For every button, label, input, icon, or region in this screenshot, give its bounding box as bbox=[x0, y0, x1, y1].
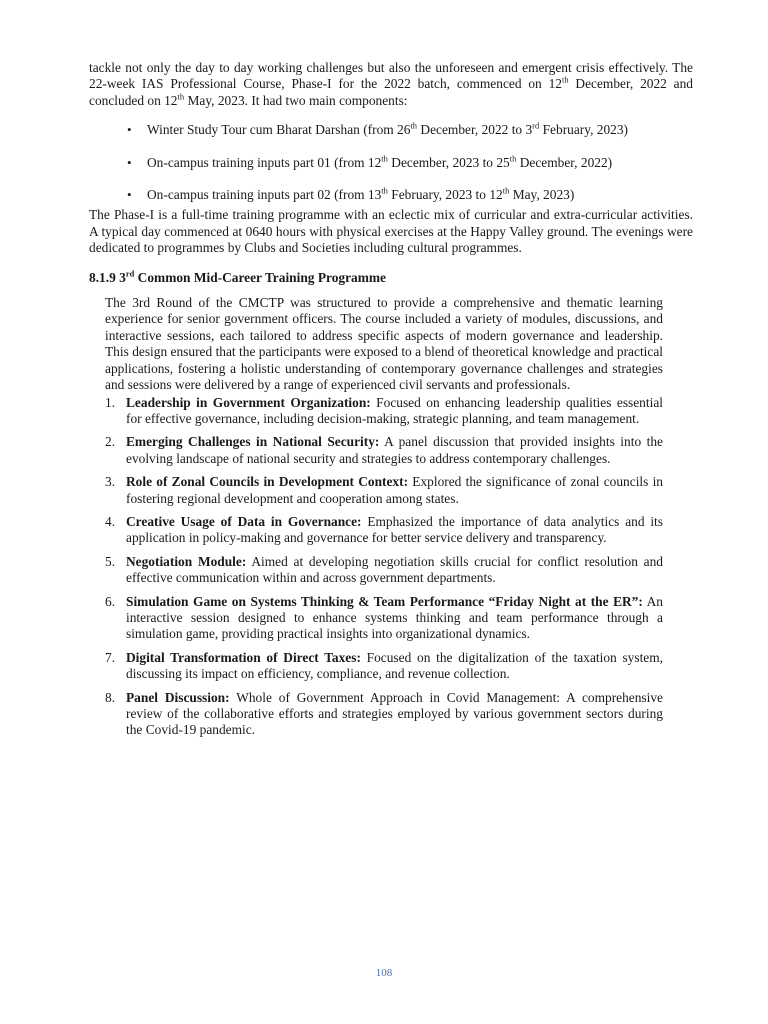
module-title: Leadership in Government Organization: bbox=[126, 394, 371, 410]
modules-list bbox=[105, 395, 693, 739]
bullet-item bbox=[147, 122, 693, 138]
module-number: 8. bbox=[105, 689, 116, 705]
module-description: An interactive session designed to enhance systems thinking and team performance through a simulation game, providing practical insights into organizational dynamics. bbox=[126, 593, 663, 642]
bullet-text: December, 2022 to 3 bbox=[417, 122, 533, 138]
intro-text-3: May, 2023. It had two main components: bbox=[184, 92, 408, 108]
page-number: 108 bbox=[375, 967, 393, 979]
ordinal-suffix: th bbox=[561, 74, 569, 85]
ordinal-suffix: th bbox=[177, 91, 185, 102]
intro-text-1: tackle not only the day to day working challenges but also the unforeseen and emergent crisis effectively. The 22-week IAS Professional Course, Phase-I for the 2022 batch, commenced on 12 bbox=[89, 60, 693, 92]
section-heading-number: 8.1.9 3 bbox=[89, 269, 126, 285]
module-title: Panel Discussion: bbox=[126, 689, 230, 705]
components-bullet-list bbox=[89, 122, 693, 203]
intro-text-2: December, 2022 and concluded on 12 bbox=[89, 76, 694, 108]
ordinal-suffix: th bbox=[502, 185, 510, 196]
module-description: A panel discussion that provided insights into the evolving landscape of national security and strategies to address contemporary challenges. bbox=[126, 434, 664, 466]
module-number: 5. bbox=[105, 553, 116, 569]
bullet-text: December, 2023 to 25 bbox=[387, 154, 510, 170]
module-item bbox=[105, 434, 693, 467]
bullet-item bbox=[147, 187, 693, 203]
bullet-text: On-campus training inputs part 02 (from 13 bbox=[147, 187, 382, 203]
document-page bbox=[89, 60, 693, 746]
ordinal-suffix: rd bbox=[125, 268, 135, 279]
module-item bbox=[105, 649, 693, 683]
ordinal-suffix: th bbox=[410, 120, 418, 131]
module-title: Negotiation Module: bbox=[126, 553, 247, 569]
module-title: Creative Usage of Data in Governance: bbox=[126, 513, 362, 529]
section-intro-paragraph: The 3rd Round of the CMCTP was structured to provide a comprehensive and thematic learning experience for senior government officers. The course included a variety of modules, discussions, and interactive sessions, each tailored to address specific aspects of modern governance and leadership. This design ensured that the participants were exposed to a blend of theoretical knowledge and practical applications, fostering a holistic understanding of contemporary governance challenges and strategies and sessions were delivered by a range of experienced civil servants and professionals. bbox=[105, 295, 663, 393]
section-body bbox=[89, 295, 693, 739]
module-description: Whole of Government Approach in Covid Management: A comprehensive review of the collaborative efforts and strategies employed by various government sectors during the Covid-19 pandemic. bbox=[126, 689, 663, 738]
section-heading-title: Common Mid-Career Training Programme bbox=[134, 269, 386, 285]
module-item bbox=[105, 689, 693, 739]
module-description: Emphasized the importance of data analytics and its application in policy-making and governance for better service delivery and transparency. bbox=[126, 513, 663, 546]
module-item bbox=[105, 394, 693, 428]
module-description: Focused on the digitalization of the taxation system, discussing its impact on efficiency, compliance, and revenue collection. bbox=[126, 649, 663, 682]
ordinal-suffix: th bbox=[509, 153, 517, 164]
module-number: 1. bbox=[105, 394, 116, 410]
bullet-text: May, 2023) bbox=[509, 187, 575, 203]
section-heading bbox=[89, 270, 693, 286]
module-number: 7. bbox=[105, 649, 116, 665]
ordinal-suffix: th bbox=[381, 153, 388, 164]
module-description: Focused on enhancing leadership qualities essential for effective governance, including decision-making, strategic planning, and team management. bbox=[126, 394, 663, 426]
module-title: Emerging Challenges in National Security: bbox=[126, 434, 380, 450]
module-number: 3. bbox=[105, 474, 116, 490]
module-item bbox=[105, 553, 693, 587]
module-item bbox=[105, 513, 693, 547]
bullet-item bbox=[147, 155, 693, 171]
module-title: Digital Transformation of Direct Taxes: bbox=[126, 649, 361, 665]
module-number: 4. bbox=[105, 513, 116, 529]
ordinal-suffix: th bbox=[381, 185, 388, 196]
bullet-text: February, 2023) bbox=[539, 122, 629, 138]
bullet-text: On-campus training inputs part 01 (from 12 bbox=[147, 154, 382, 170]
phase-paragraph: The Phase-I is a full-time training programme with an eclectic mix of curricular and extra-curricular activities. A typical day commenced at 0640 hours with physical exercises at the Happy Valley ground. The evenings were dedicated to programmes by Clubs and Societies including cultural programmes. bbox=[89, 207, 693, 256]
module-title: Simulation Game on Systems Thinking & Team Performance “Friday Night at the ER”: bbox=[126, 593, 643, 609]
bullet-text: December, 2022) bbox=[516, 154, 613, 170]
module-item bbox=[105, 593, 693, 643]
module-number: 6. bbox=[105, 593, 116, 609]
bullet-text: February, 2023 to 12 bbox=[387, 187, 503, 203]
module-description: Explored the significance of zonal councils in fostering regional development and cooperation among states. bbox=[126, 474, 663, 506]
bullet-text: Winter Study Tour cum Bharat Darshan (from 26 bbox=[147, 122, 411, 138]
module-title: Role of Zonal Councils in Development Context: bbox=[126, 474, 409, 490]
ordinal-suffix: rd bbox=[532, 120, 540, 131]
module-item bbox=[105, 474, 693, 507]
module-description: Aimed at developing negotiation skills crucial for conflict resolution and effective communication within and across government departments. bbox=[126, 553, 663, 586]
intro-paragraph bbox=[89, 60, 693, 109]
module-number: 2. bbox=[105, 434, 116, 450]
